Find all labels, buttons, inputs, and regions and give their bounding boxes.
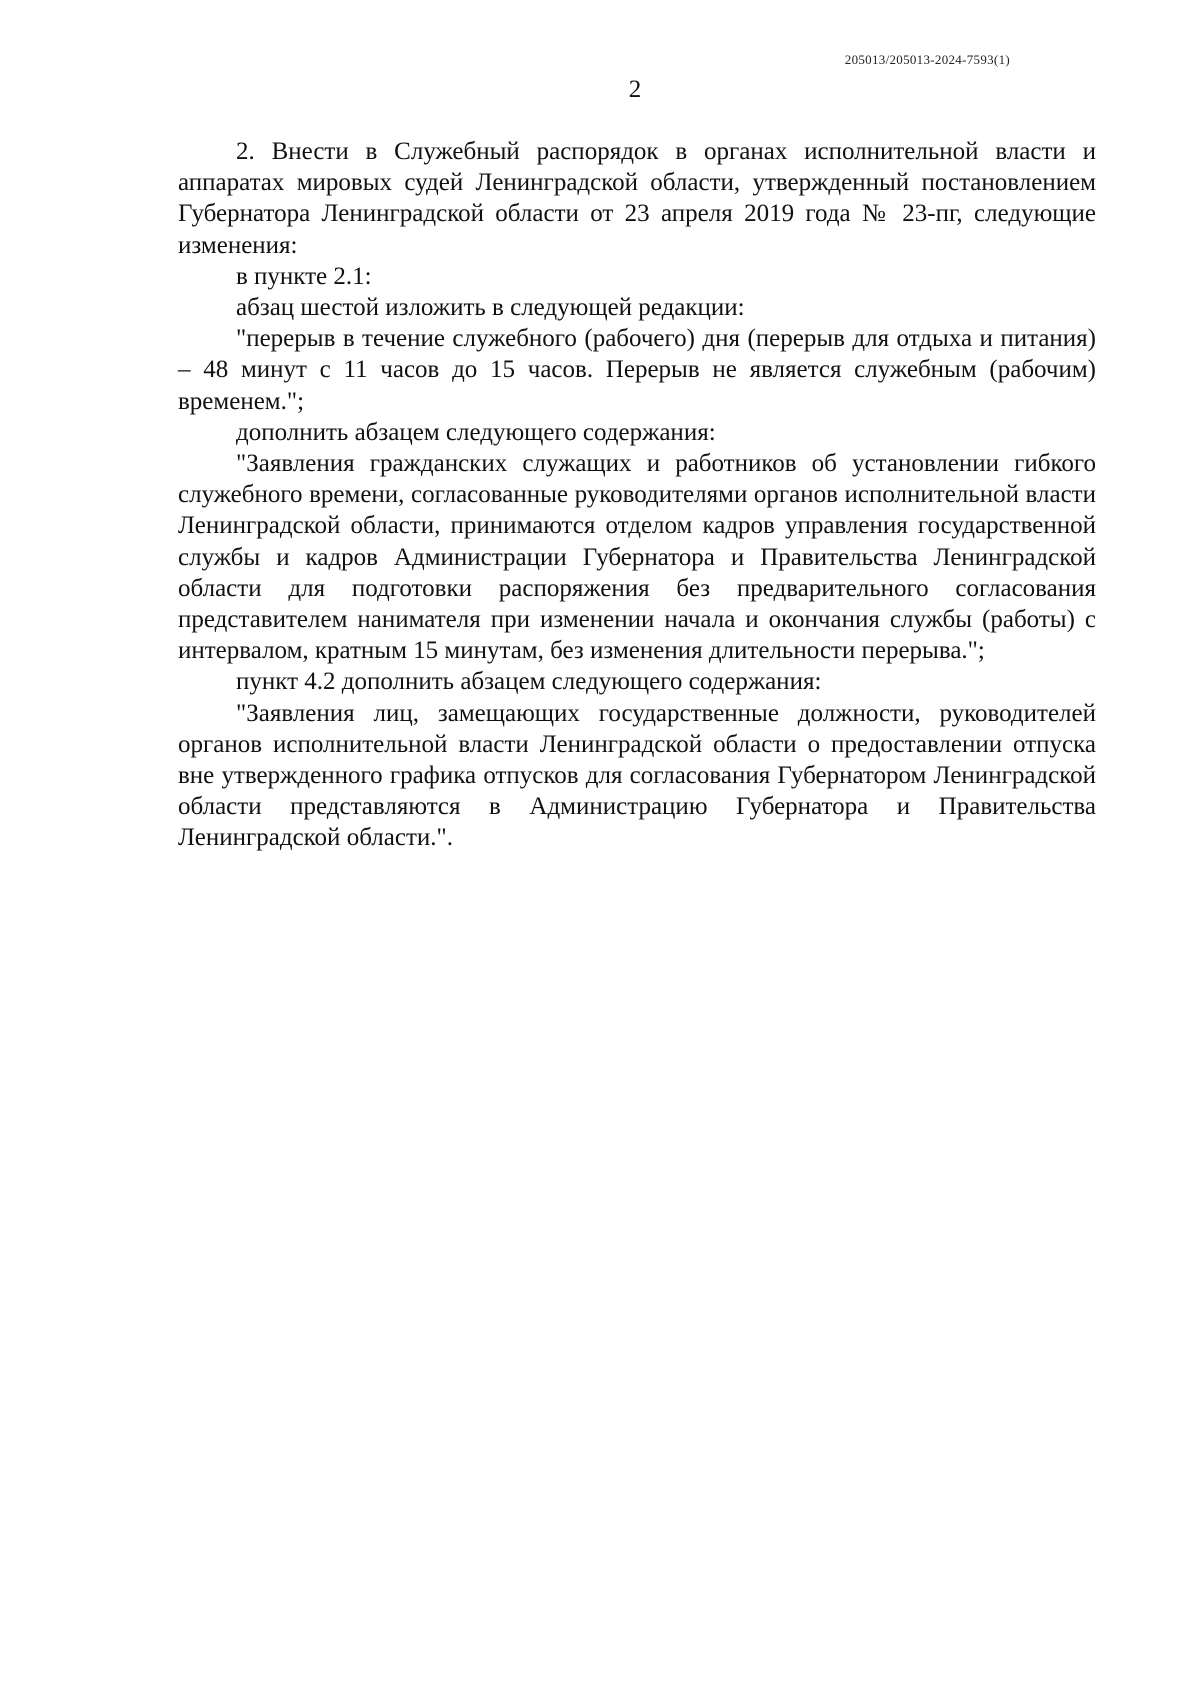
paragraph-add-subparagraph: дополнить абзацем следующего содержания:	[236, 418, 716, 446]
paragraph-point-2-1: в пункте 2.1:	[236, 262, 372, 290]
page-number: 2	[628, 76, 642, 103]
registration-number: 205013/205013-2024-7593(1)	[844, 52, 1010, 67]
paragraph-sixth-subparagraph: абзац шестой изложить в следующей редакции:	[236, 294, 745, 322]
paragraph-point-4-2: пункт 4.2 дополнить абзацем следующего содержания:	[236, 668, 822, 696]
paragraph-vacation-requests: "Заявления лиц, замещающих государственные должности, руководителей органов исполнительной власти Ленинградской области о предоставлении отпуска вне утвержденного графика отпусков для согласования Губернатором Ленинградской области представляются в Администрацию Губернатора и Правительства Ленинградской области.".	[178, 699, 1096, 852]
paragraph-amendment-intro: 2. Внести в Служебный распорядок в органах исполнительной власти и аппаратах мировых судей Ленинградской области, утвержденный постановлением Губернатора Ленинградской области от 23 апреля 2019 года № 23-пг, следующие изменения:	[178, 138, 1096, 259]
paragraph-flexible-time: "Заявления гражданских служащих и работников об установлении гибкого служебного времени, согласованные руководителями органов исполнительной власти Ленинградской области, принимаются отделом кадров управления государственной службы и кадров Администрации Губернатора и Правительства Ленинградской области для подготовки распоряжения без предварительного согласования представителем нанимателя при изменении начала и окончания службы (работы) с интервалом, кратным 15 минутам, без изменения длительности перерыва.";	[178, 450, 1096, 665]
document-body	[178, 136, 1096, 854]
paragraph-break-text: "перерыв в течение служебного (рабочего) дня (перерыв для отдыха и питания) – 48 минут с 11 часов до 15 часов. Перерыв не является служебным (рабочим) временем.";	[178, 325, 1096, 415]
